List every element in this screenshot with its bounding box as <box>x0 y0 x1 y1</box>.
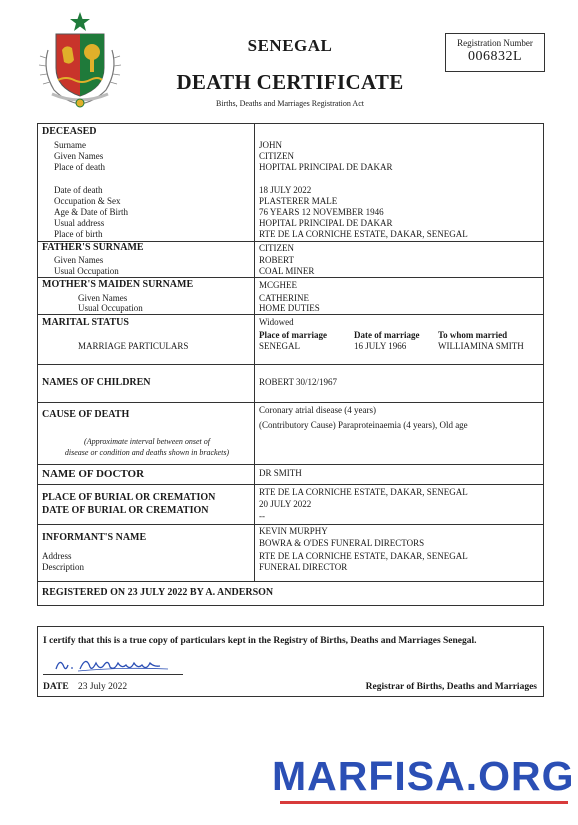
date-of-marriage-header: Date of marriage <box>354 330 420 340</box>
children-section <box>38 364 543 403</box>
children-heading: NAMES OF CHILDREN <box>42 377 151 388</box>
date-of-death-value: 18 JULY 2022 <box>259 185 312 195</box>
mother-heading: MOTHER'S MAIDEN SURNAME <box>42 279 194 290</box>
father-given-label: Given Names <box>54 255 104 265</box>
certification-date-value: 23 July 2022 <box>78 682 128 692</box>
cause-note-line2: disease or condition and deaths shown in brackets) <box>64 448 230 457</box>
registrar-signature <box>50 649 190 677</box>
occupation-sex-label: Occupation & Sex <box>54 196 121 206</box>
marital-heading: MARITAL STATUS <box>42 317 129 328</box>
father-given-value: ROBERT <box>259 255 294 265</box>
place-of-death-label: Place of death <box>54 162 105 172</box>
marfisa-logo <box>272 753 575 809</box>
place-of-marriage-header: Place of marriage <box>259 330 327 340</box>
mother-section <box>38 277 543 315</box>
burial-place-heading: PLACE OF BURIAL OR CREMATION <box>42 492 216 503</box>
mother-given-value: CATHERINE <box>259 293 309 303</box>
registered-section <box>38 581 543 605</box>
cause-line2: (Contributory Cause) Paraproteinaemia (4 years), Old age <box>259 420 468 430</box>
mother-occupation-value: HOME DUTIES <box>259 303 320 313</box>
burial-date-value: 20 JULY 2022 <box>259 499 312 509</box>
informant-description-label: Description <box>42 562 84 572</box>
signature-line <box>43 674 183 675</box>
informant-description-value: FUNERAL DIRECTOR <box>259 562 348 572</box>
burial-date-heading: DATE OF BURIAL OR CREMATION <box>42 505 209 516</box>
mother-surname-value: MCGHEE <box>259 280 297 290</box>
surname-value: JOHN <box>259 140 283 150</box>
given-names-label: Given Names <box>54 151 104 161</box>
certification-date-label: DATE <box>43 682 69 692</box>
place-of-birth-value: RTE DE LA CORNICHE ESTATE, DAKAR, SENEGAL <box>259 229 468 239</box>
registration-number-box <box>445 33 545 72</box>
registration-number: 006832L <box>467 49 523 64</box>
age-dob-value: 76 YEARS 12 NOVEMBER 1946 <box>259 207 384 217</box>
usual-address-label: Usual address <box>54 218 105 228</box>
children-value: ROBERT 30/12/1967 <box>259 377 338 387</box>
cause-line1: Coronary atrial disease (4 years) <box>259 405 376 415</box>
burial-place-value: RTE DE LA CORNICHE ESTATE, DAKAR, SENEGAL <box>259 487 468 497</box>
certification-box <box>37 626 544 697</box>
burial-dash: -- <box>259 511 265 521</box>
place-of-birth-label: Place of birth <box>54 229 103 239</box>
certification-statement: I certify that this is a true copy of particulars kept in the Registry of Births, Deaths and Marriages Senegal. <box>43 636 477 646</box>
cause-heading: CAUSE OF DEATH <box>42 409 130 420</box>
father-heading: FATHER'S SURNAME <box>42 242 144 253</box>
date-of-marriage-value: 16 JULY 1966 <box>354 341 407 351</box>
occupation-sex-value: PLASTERER MALE <box>259 196 338 206</box>
father-section <box>38 241 543 278</box>
country-title: SENEGAL <box>247 36 333 55</box>
doctor-section <box>38 464 543 485</box>
father-occupation-value: COAL MINER <box>259 266 315 276</box>
date-of-death-label: Date of death <box>54 185 103 195</box>
registrar-title: Registrar of Births, Deaths and Marriages <box>365 682 537 692</box>
to-whom-married-value: WILLIAMINA SMITH <box>438 341 524 351</box>
father-surname-value: CITIZEN <box>259 243 294 253</box>
place-of-marriage-value: SENEGAL <box>259 341 300 351</box>
certificate-table <box>37 123 544 606</box>
doctor-heading: NAME OF DOCTOR <box>42 468 145 480</box>
father-occupation-label: Usual Occupation <box>54 266 119 276</box>
registration-act: Births, Deaths and Marriages Registration Act <box>216 99 364 108</box>
informant-address-value: RTE DE LA CORNICHE ESTATE, DAKAR, SENEGAL <box>259 551 468 561</box>
document-title: DEATH CERTIFICATE <box>176 70 404 94</box>
registered-text: REGISTERED ON 23 JULY 2022 BY A. ANDERSON <box>42 587 274 598</box>
marfisa-logo-text: MARFISA.ORG <box>272 753 575 799</box>
marriage-particulars-label: MARRIAGE PARTICULARS <box>78 341 189 351</box>
marital-status-value: Widowed <box>259 317 294 327</box>
cause-note <box>42 436 252 458</box>
marital-section <box>38 314 543 365</box>
coat-of-arms-emblem <box>36 10 124 110</box>
informant-heading: INFORMANT'S NAME <box>42 532 147 543</box>
given-names-value: CITIZEN <box>259 151 294 161</box>
informant-section <box>38 524 543 582</box>
registration-number-label: Registration Number <box>457 38 533 48</box>
deceased-section <box>38 124 543 242</box>
informant-company-value: BOWRA & O'DES FUNERAL DIRECTORS <box>259 538 425 548</box>
cause-note-line1: (Approximate interval between onset of <box>84 437 210 446</box>
doctor-value: DR SMITH <box>259 468 302 478</box>
mother-given-label: Given Names <box>78 293 128 303</box>
place-of-death-value: HOPITAL PRINCIPAL DE DAKAR <box>259 162 393 172</box>
burial-section <box>38 484 543 524</box>
marfisa-logo-underline <box>280 801 568 804</box>
informant-name-value: KEVIN MURPHY <box>259 526 328 536</box>
deceased-heading: DECEASED <box>42 126 97 137</box>
usual-address-value: HOPITAL PRINCIPAL DE DAKAR <box>259 218 393 228</box>
age-dob-label: Age & Date of Birth <box>54 207 128 217</box>
mother-occupation-label: Usual Occupation <box>78 303 143 313</box>
cause-section <box>38 402 543 465</box>
surname-label: Surname <box>54 140 86 150</box>
informant-address-label: Address <box>42 551 72 561</box>
to-whom-married-header: To whom married <box>438 330 508 340</box>
